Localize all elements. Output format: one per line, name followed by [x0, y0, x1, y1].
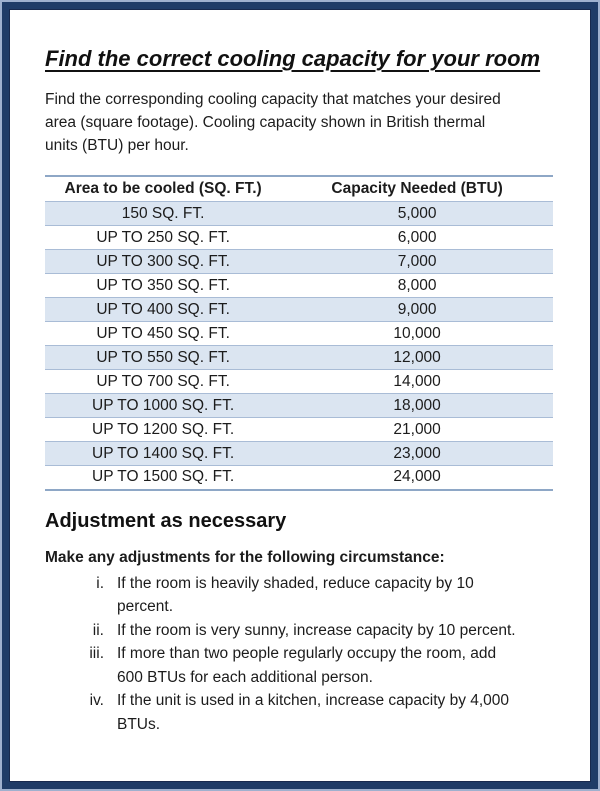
adjustment-list — [45, 572, 555, 737]
area-cell: UP TO 550 SQ. FT. — [45, 346, 281, 370]
capacity-cell: 8,000 — [281, 274, 553, 298]
capacity-cell: 23,000 — [281, 442, 553, 466]
adjustment-heading: Adjustment as necessary — [45, 509, 287, 532]
area-cell: UP TO 1400 SQ. FT. — [45, 442, 281, 466]
table-row — [45, 466, 553, 490]
table-row — [45, 226, 553, 250]
table-row — [45, 370, 553, 394]
area-cell: UP TO 300 SQ. FT. — [45, 250, 281, 274]
table-row — [45, 442, 553, 466]
list-item — [45, 642, 555, 689]
list-item-marker: ii. — [92, 621, 104, 639]
page-title: Find the correct cooling capacity for your room — [45, 46, 541, 71]
area-cell: UP TO 350 SQ. FT. — [45, 274, 281, 298]
area-cell: UP TO 700 SQ. FT. — [45, 370, 281, 394]
list-item-marker: iii. — [89, 645, 104, 663]
capacity-cell: 6,000 — [281, 226, 553, 250]
area-cell: UP TO 250 SQ. FT. — [45, 226, 281, 250]
capacity-cell: 24,000 — [281, 466, 553, 490]
list-item-text: If the unit is used in a kitchen, increase capacity by 4,000 BTUs. — [117, 692, 510, 733]
capacity-cell: 5,000 — [281, 202, 553, 226]
capacity-cell: 7,000 — [281, 250, 553, 274]
capacity-cell: 12,000 — [281, 346, 553, 370]
list-item-marker: i. — [96, 574, 104, 592]
table-header-row — [45, 176, 553, 202]
cooling-capacity-table — [45, 175, 553, 491]
intro-paragraph: Find the corresponding cooling capacity that matches your desired area (square footage). Cooling capacity shown in British thermal units (BTU) per hour. — [45, 90, 501, 154]
area-cell: UP TO 1000 SQ. FT. — [45, 394, 281, 418]
list-item-text: If the room is heavily shaded, reduce capacity by 10 percent. — [117, 574, 474, 616]
area-cell: UP TO 450 SQ. FT. — [45, 322, 281, 346]
capacity-cell: 10,000 — [281, 322, 553, 346]
column-header-area: Area to be cooled (SQ. FT.) — [45, 176, 281, 202]
table-row — [45, 298, 553, 322]
capacity-cell: 18,000 — [281, 394, 553, 418]
capacity-cell: 9,000 — [281, 298, 553, 322]
table-row — [45, 202, 553, 226]
table-row — [45, 346, 553, 370]
list-item — [45, 572, 555, 619]
list-item-text: If the room is very sunny, increase capacity by 10 percent. — [117, 621, 516, 639]
table-row — [45, 322, 553, 346]
list-item-marker: iv. — [89, 692, 104, 710]
capacity-cell: 21,000 — [281, 418, 553, 442]
list-item-text: If more than two people regularly occupy the room, add 600 BTUs for each additional person. — [117, 645, 497, 686]
area-cell: 150 SQ. FT. — [45, 202, 281, 226]
area-cell: UP TO 400 SQ. FT. — [45, 298, 281, 322]
capacity-cell: 14,000 — [281, 370, 553, 394]
list-item — [45, 619, 555, 643]
area-cell: UP TO 1200 SQ. FT. — [45, 418, 281, 442]
area-cell: UP TO 1500 SQ. FT. — [45, 466, 281, 490]
list-item — [45, 689, 555, 736]
column-header-capacity: Capacity Needed (BTU) — [281, 176, 553, 202]
table-row — [45, 250, 553, 274]
table-row — [45, 394, 553, 418]
adjustment-lead: Make any adjustments for the following circumstance: — [45, 548, 445, 566]
table-row — [45, 274, 553, 298]
table-row — [45, 418, 553, 442]
